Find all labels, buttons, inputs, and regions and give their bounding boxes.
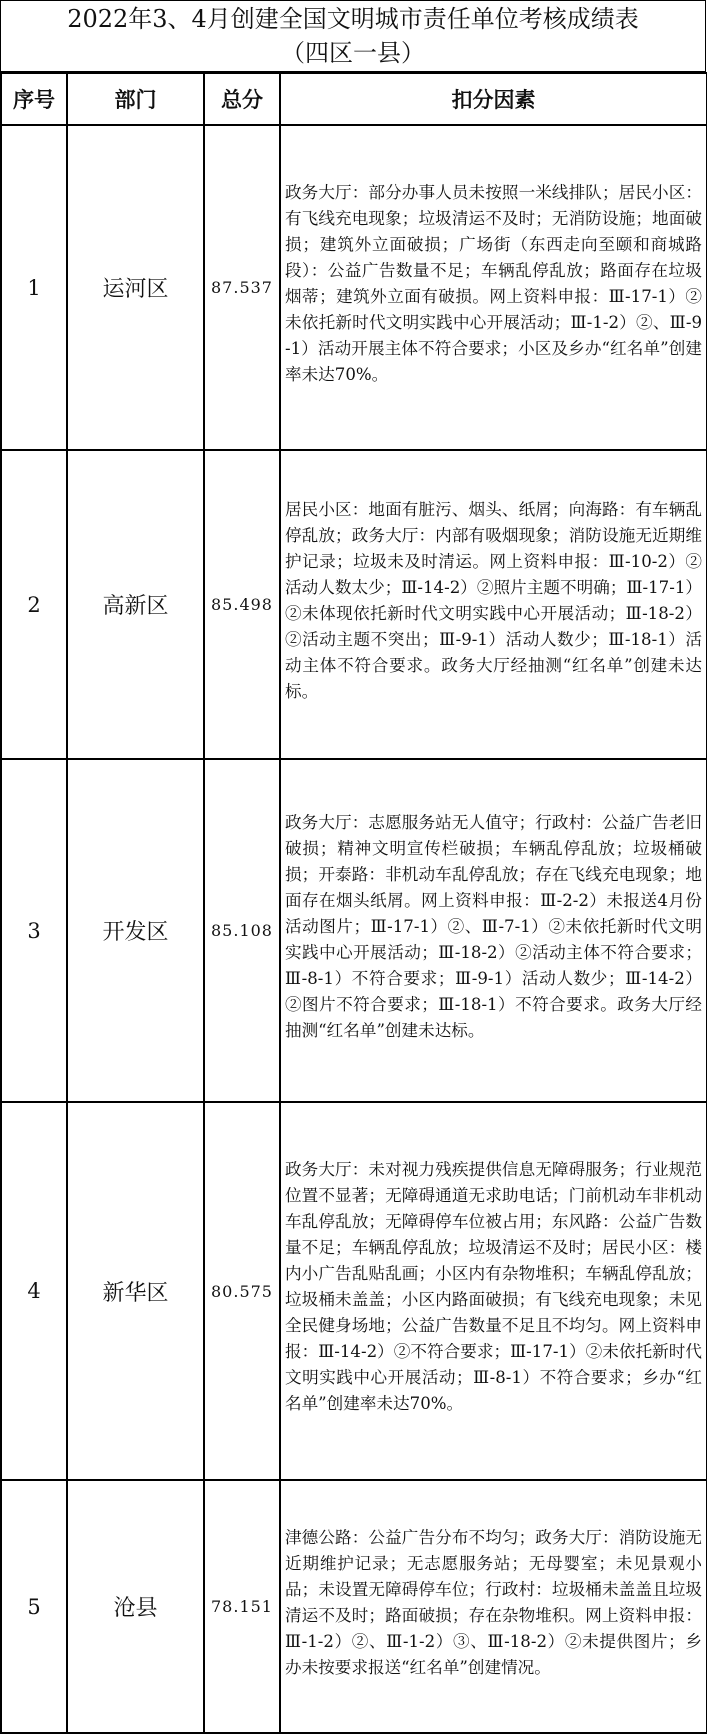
table-row xyxy=(1,450,707,759)
col-header-score: 总分 xyxy=(204,73,280,125)
row-reason-cell xyxy=(280,125,707,450)
row-dept: 开发区 xyxy=(67,759,204,1102)
row-index: 4 xyxy=(1,1102,67,1480)
row-reason: 津德公路：公益广告分布不均匀；政务大厅：消防设施无近期维护记录；无志愿服务站；无母婴室；未见景观小品；未设置无障碍停车位；行政村：垃圾桶未盖盖且垃圾清运不及时；路面破损；存在杂物堆积。网上资料申报：Ⅲ-1-2）②、Ⅲ-1-2）③、Ⅲ-18-2）②未提供图片；乡办未按要求报送“红名单”创建情况。 xyxy=(285,1527,702,1677)
score-table xyxy=(0,72,707,1734)
row-dept: 高新区 xyxy=(67,450,204,759)
table-row xyxy=(1,759,707,1102)
row-dept: 运河区 xyxy=(67,125,204,450)
col-header-reason: 扣分因素 xyxy=(280,73,707,125)
row-reason: 政务大厅：部分办事人员未按照一米线排队；居民小区：有飞线充电现象；垃圾清运不及时；无消防设施；地面破损；建筑外立面破损；广场街（东西走向至颐和商城路段）：公益广告数量不足；车辆乱停乱放；路面存在垃圾烟蒂；建筑外立面有破损。网上资料申报：Ⅲ-17-1）②未依托新时代文明实践中心开展活动；Ⅲ-1-2）②、Ⅲ-9-1）活动开展主体不符合要求；小区及乡办“红名单”创建率未达70%。 xyxy=(285,182,702,384)
row-score: 80.575 xyxy=(204,1102,280,1480)
row-dept: 沧县 xyxy=(67,1480,204,1733)
table-title xyxy=(0,0,706,72)
row-index: 2 xyxy=(1,450,67,759)
header-row xyxy=(1,73,707,125)
row-dept: 新华区 xyxy=(67,1102,204,1480)
row-score: 85.108 xyxy=(204,759,280,1102)
col-header-dept: 部门 xyxy=(67,73,204,125)
row-reason: 居民小区：地面有脏污、烟头、纸屑；向海路：有车辆乱停乱放；政务大厅：内部有吸烟现象；消防设施无近期维护记录；垃圾未及时清运。网上资料申报：Ⅲ-10-2）②活动人数太少；Ⅲ-14-2）②照片主题不明确；Ⅲ-17-1）②未体现依托新时代文明实践中心开展活动；Ⅲ-18-2）②活动主题不突出；Ⅲ-9-1）活动人数少；Ⅲ-18-1）活动主体不符合要求。政务大厅经抽测“红名单”创建未达标。 xyxy=(285,499,702,701)
row-reason-cell xyxy=(280,450,707,759)
table-row xyxy=(1,125,707,450)
row-score: 87.537 xyxy=(204,125,280,450)
table-row xyxy=(1,1102,707,1480)
row-index: 3 xyxy=(1,759,67,1102)
col-header-index: 序号 xyxy=(1,73,67,125)
row-score: 78.151 xyxy=(204,1480,280,1733)
row-index: 1 xyxy=(1,125,67,450)
row-reason: 政务大厅：未对视力残疾提供信息无障碍服务；行业规范位置不显著；无障碍通道无求助电话；门前机动车非机动车乱停乱放；无障碍停车位被占用；东风路：公益广告数量不足；车辆乱停乱放；垃圾清运不及时；居民小区：楼内小广告乱贴乱画；小区内有杂物堆积；车辆乱停乱放；垃圾桶未盖盖；小区内路面破损；有飞线充电现象；未见全民健身场地；公益广告数量不足且不均匀。网上资料申报：Ⅲ-14-2）②不符合要求；Ⅲ-17-1）②未依托新时代文明实践中心开展活动；Ⅲ-8-1）不符合要求；乡办“红名单”创建率未达70%。 xyxy=(285,1160,702,1413)
title-line-2: （四区一县） xyxy=(281,39,425,67)
table-row xyxy=(1,1480,707,1733)
row-reason-cell xyxy=(280,1102,707,1480)
row-reason-cell xyxy=(280,759,707,1102)
row-score: 85.498 xyxy=(204,450,280,759)
row-index: 5 xyxy=(1,1480,67,1733)
title-line-1: 2022年3、4月创建全国文明城市责任单位考核成绩表 xyxy=(67,5,639,33)
row-reason: 政务大厅：志愿服务站无人值守；行政村：公益广告老旧破损；精神文明宣传栏破损；车辆乱停乱放；垃圾桶破损；开泰路：非机动车乱停乱放；存在飞线充电现象；地面存在烟头纸屑。网上资料申报：Ⅲ-2-2）未报送4月份活动图片；Ⅲ-17-1）②、Ⅲ-7-1）②未依托新时代文明实践中心开展活动；Ⅲ-18-2）②活动主体不符合要求；Ⅲ-8-1）不符合要求；Ⅲ-9-1）活动人数少；Ⅲ-14-2）②图片不符合要求；Ⅲ-18-1）不符合要求。政务大厅经抽测“红名单”创建未达标。 xyxy=(285,812,702,1040)
row-reason-cell xyxy=(280,1480,707,1733)
